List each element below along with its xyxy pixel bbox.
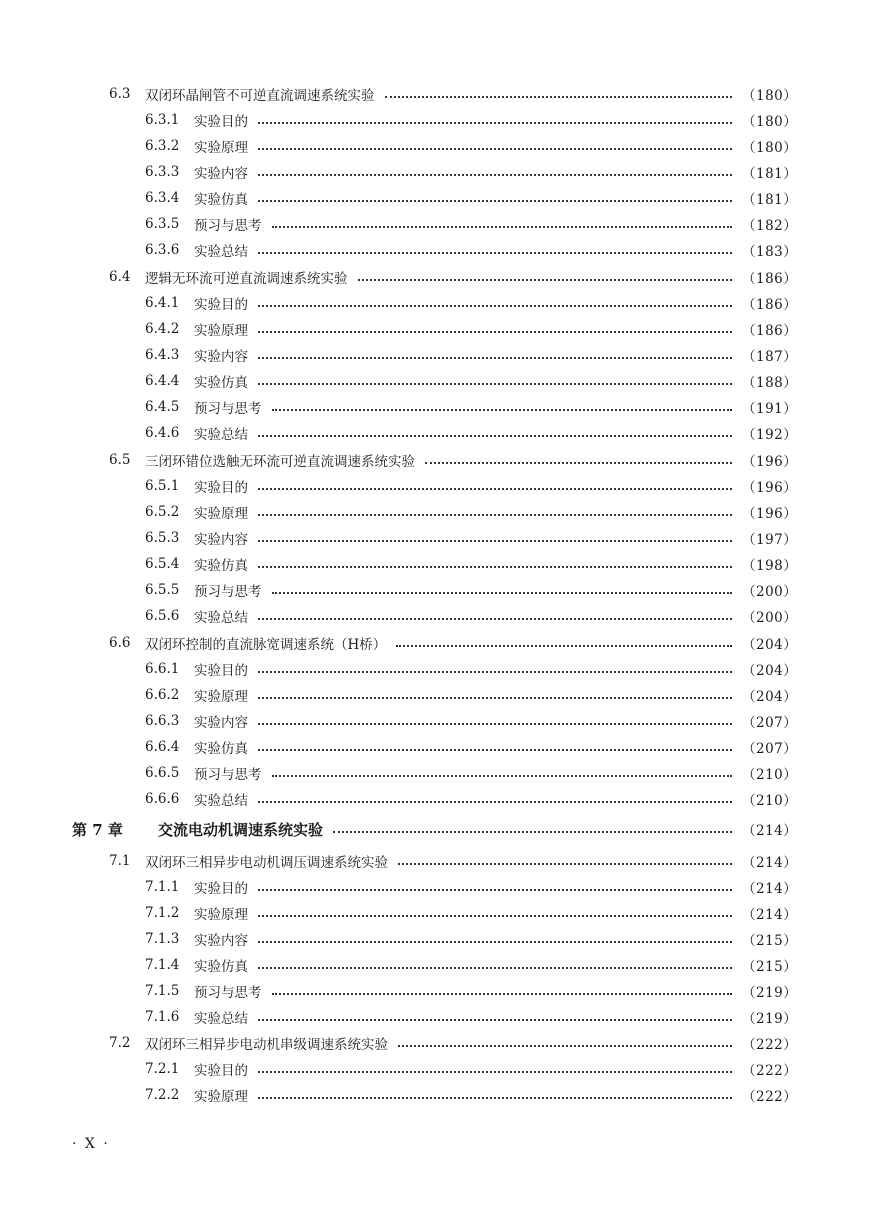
dot-leader (258, 670, 732, 673)
toc-section-entry (109, 632, 798, 654)
entry-number: 7.1 (109, 853, 131, 869)
dot-leader (258, 487, 732, 490)
toc-subsection-entry (145, 527, 798, 549)
toc-subsection-entry (145, 344, 798, 366)
entry-page-number: （222） (742, 1063, 798, 1079)
entry-page-number: （214） (742, 855, 798, 871)
entry-page-number: （191） (742, 401, 798, 417)
entry-title: 实验内容 (194, 933, 248, 949)
entry-title: 预习与思考 (194, 767, 262, 783)
entry-page-number: （204） (742, 663, 798, 679)
entry-number: 6.3.6 (145, 242, 180, 258)
dot-leader (258, 940, 732, 943)
entry-title: 双闭环三相异步电动机调压调速系统实验 (145, 855, 388, 871)
entry-page-number: （198） (742, 558, 798, 574)
toc-subsection-entry (145, 954, 798, 976)
entry-number: 6.6.2 (145, 687, 180, 703)
entry-page-number: （207） (742, 715, 798, 731)
entry-page-number: （215） (742, 959, 798, 975)
dot-leader (258, 565, 732, 568)
entry-title: 实验总结 (194, 793, 248, 809)
toc-subsection-entry (145, 1084, 798, 1106)
toc-section-entry (109, 449, 798, 471)
entry-page-number: （181） (742, 192, 798, 208)
entry-page-number: （180） (742, 114, 798, 130)
toc-section-entry (109, 850, 798, 872)
toc-section-entry (109, 266, 798, 288)
entry-page-number: （210） (742, 767, 798, 783)
entry-page-number: （204） (742, 689, 798, 705)
entry-title: 实验原理 (194, 323, 248, 339)
toc-subsection-entry (145, 318, 798, 340)
entry-title: 实验内容 (194, 532, 248, 548)
entry-page-number: （197） (742, 532, 798, 548)
entry-page-number: （188） (742, 375, 798, 391)
entry-number: 6.6.5 (145, 765, 180, 781)
dot-leader (258, 800, 732, 803)
entry-title: 预习与思考 (194, 401, 262, 417)
dot-leader (258, 382, 732, 385)
dot-leader (258, 121, 732, 124)
toc-subsection-entry (145, 553, 798, 575)
entry-page-number: （204） (742, 637, 798, 653)
entry-title: 实验内容 (194, 166, 248, 182)
entry-number: 6.3.2 (145, 138, 180, 154)
entry-number: 6.3 (109, 86, 131, 102)
entry-page-number: （210） (742, 793, 798, 809)
dot-leader (258, 356, 732, 359)
dot-leader (272, 992, 733, 995)
entry-number: 第 7 章 (72, 820, 123, 839)
dot-leader (385, 95, 733, 98)
entry-page-number: （196） (742, 506, 798, 522)
toc-subsection-entry (145, 658, 798, 680)
entry-title: 双闭环晶闸管不可逆直流调速系统实验 (145, 88, 375, 104)
dot-leader (258, 1070, 732, 1073)
toc-subsection-entry (145, 605, 798, 627)
dot-leader (258, 888, 732, 891)
dot-leader (258, 914, 732, 917)
entry-number: 6.4.4 (145, 373, 180, 389)
entry-title: 实验总结 (194, 610, 248, 626)
entry-title: 实验内容 (194, 349, 248, 365)
entry-title: 实验目的 (194, 881, 248, 897)
entry-page-number: （214） (742, 907, 798, 923)
dot-leader (333, 830, 732, 833)
entry-number: 6.4.5 (145, 399, 180, 415)
entry-page-number: （181） (742, 166, 798, 182)
entry-title: 实验仿真 (194, 375, 248, 391)
dot-leader (258, 199, 732, 202)
entry-number: 7.1.5 (145, 983, 180, 999)
entry-title: 实验总结 (194, 244, 248, 260)
dot-leader (258, 330, 732, 333)
entry-number: 6.3.4 (145, 190, 180, 206)
dot-leader (258, 696, 732, 699)
entry-page-number: （214） (742, 881, 798, 897)
entry-number: 6.6.3 (145, 713, 180, 729)
entry-title: 实验总结 (194, 427, 248, 443)
entry-number: 7.1.4 (145, 957, 180, 973)
entry-page-number: （214） (742, 823, 798, 839)
entry-number: 6.6.1 (145, 661, 180, 677)
toc-section-entry (109, 1032, 798, 1054)
entry-title: 预习与思考 (194, 584, 262, 600)
entry-page-number: （180） (742, 140, 798, 156)
entry-page-number: （187） (742, 349, 798, 365)
entry-title: 实验目的 (194, 114, 248, 130)
dot-leader (258, 513, 732, 516)
entry-title: 实验原理 (194, 689, 248, 705)
entry-page-number: （186） (742, 271, 798, 287)
entry-title: 预习与思考 (194, 985, 262, 1001)
entry-number: 7.2.1 (145, 1061, 180, 1077)
entry-title: 实验仿真 (194, 741, 248, 757)
dot-leader (272, 591, 733, 594)
dot-leader (272, 408, 733, 411)
toc-subsection-entry (145, 239, 798, 261)
entry-number: 6.5.2 (145, 504, 180, 520)
dot-leader (258, 251, 732, 254)
toc-subsection-entry (145, 579, 798, 601)
entry-title: 实验仿真 (194, 959, 248, 975)
toc-subsection-entry (145, 762, 798, 784)
entry-page-number: （196） (742, 454, 798, 470)
entry-number: 6.5.5 (145, 582, 180, 598)
dot-leader (258, 539, 732, 542)
toc-subsection-entry (145, 135, 798, 157)
toc-subsection-entry (145, 876, 798, 898)
entry-number: 6.6.4 (145, 739, 180, 755)
dot-leader (258, 304, 732, 307)
entry-title: 实验原理 (194, 1089, 248, 1105)
dot-leader (258, 1018, 732, 1021)
entry-page-number: （200） (742, 610, 798, 626)
entry-number: 6.4 (109, 269, 131, 285)
dot-leader (258, 147, 732, 150)
toc-subsection-entry (145, 187, 798, 209)
entry-number: 7.1.2 (145, 905, 180, 921)
dot-leader (258, 748, 732, 751)
dot-leader (258, 722, 732, 725)
entry-number: 6.3.1 (145, 112, 180, 128)
entry-title: 实验总结 (194, 1011, 248, 1027)
entry-title: 三闭环错位选触无环流可逆直流调速系统实验 (145, 454, 415, 470)
toc-subsection-entry (145, 396, 798, 418)
entry-page-number: （186） (742, 323, 798, 339)
toc-subsection-entry (145, 902, 798, 924)
toc-subsection-entry (145, 928, 798, 950)
entry-title: 实验目的 (194, 297, 248, 313)
entry-page-number: （219） (742, 985, 798, 1001)
entry-page-number: （196） (742, 480, 798, 496)
toc-subsection-entry (145, 1058, 798, 1080)
page-number: · X · (72, 1136, 110, 1152)
dot-leader (398, 1044, 732, 1047)
entry-title: 实验原理 (194, 907, 248, 923)
toc-subsection-entry (145, 788, 798, 810)
entry-title: 实验仿真 (194, 192, 248, 208)
toc-subsection-entry (145, 292, 798, 314)
entry-number: 6.3.5 (145, 216, 180, 232)
entry-title: 预习与思考 (194, 218, 262, 234)
toc-subsection-entry (145, 370, 798, 392)
dot-leader (396, 644, 732, 647)
entry-page-number: （192） (742, 427, 798, 443)
entry-title: 实验目的 (194, 1063, 248, 1079)
entry-number: 6.5.1 (145, 478, 180, 494)
toc-subsection-entry (145, 980, 798, 1002)
entry-number: 6.5.6 (145, 608, 180, 624)
entry-number: 6.5.4 (145, 556, 180, 572)
entry-title: 实验仿真 (194, 558, 248, 574)
entry-title: 实验目的 (194, 480, 248, 496)
toc-subsection-entry (145, 1006, 798, 1028)
toc-subsection-entry (145, 736, 798, 758)
toc-subsection-entry (145, 710, 798, 732)
dot-leader (272, 774, 733, 777)
dot-leader (358, 278, 733, 281)
entry-title: 交流电动机调速系统实验 (158, 820, 324, 839)
entry-page-number: （207） (742, 741, 798, 757)
entry-number: 6.4.2 (145, 321, 180, 337)
entry-title: 实验原理 (194, 140, 248, 156)
entry-page-number: （183） (742, 244, 798, 260)
entry-page-number: （222） (742, 1089, 798, 1105)
dot-leader (398, 862, 732, 865)
toc-subsection-entry (145, 161, 798, 183)
dot-leader (258, 966, 732, 969)
entry-title: 双闭环三相异步电动机串级调速系统实验 (145, 1037, 388, 1053)
toc-subsection-entry (145, 213, 798, 235)
entry-number: 6.4.6 (145, 425, 180, 441)
entry-number: 6.6.6 (145, 791, 180, 807)
entry-number: 7.1.6 (145, 1009, 180, 1025)
entry-page-number: （219） (742, 1011, 798, 1027)
entry-title: 实验原理 (194, 506, 248, 522)
entry-number: 7.2.2 (145, 1087, 180, 1103)
entry-number: 6.5.3 (145, 530, 180, 546)
entry-title: 实验内容 (194, 715, 248, 731)
entry-number: 7.1.1 (145, 879, 180, 895)
entry-number: 6.4.3 (145, 347, 180, 363)
toc-subsection-entry (145, 475, 798, 497)
toc-section-entry (109, 83, 798, 105)
entry-title: 逻辑无环流可逆直流调速系统实验 (145, 271, 348, 287)
entry-number: 6.5 (109, 452, 131, 468)
toc-subsection-entry (145, 109, 798, 131)
entry-number: 6.3.3 (145, 164, 180, 180)
toc-subsection-entry (145, 684, 798, 706)
dot-leader (258, 1096, 732, 1099)
entry-page-number: （186） (742, 297, 798, 313)
dot-leader (258, 434, 732, 437)
entry-page-number: （222） (742, 1037, 798, 1053)
toc-subsection-entry (145, 501, 798, 523)
toc-chapter-entry (72, 818, 798, 840)
dot-leader (258, 617, 732, 620)
entry-number: 6.6 (109, 635, 131, 651)
entry-page-number: （182） (742, 218, 798, 234)
dot-leader (425, 461, 732, 464)
toc-subsection-entry (145, 422, 798, 444)
entry-title: 实验目的 (194, 663, 248, 679)
dot-leader (272, 225, 733, 228)
entry-page-number: （200） (742, 584, 798, 600)
entry-number: 6.4.1 (145, 295, 180, 311)
entry-page-number: （180） (742, 88, 798, 104)
entry-number: 7.1.3 (145, 931, 180, 947)
entry-page-number: （215） (742, 933, 798, 949)
entry-number: 7.2 (109, 1035, 131, 1051)
entry-title: 双闭环控制的直流脉宽调速系统（H桥） (145, 637, 387, 653)
dot-leader (258, 173, 732, 176)
